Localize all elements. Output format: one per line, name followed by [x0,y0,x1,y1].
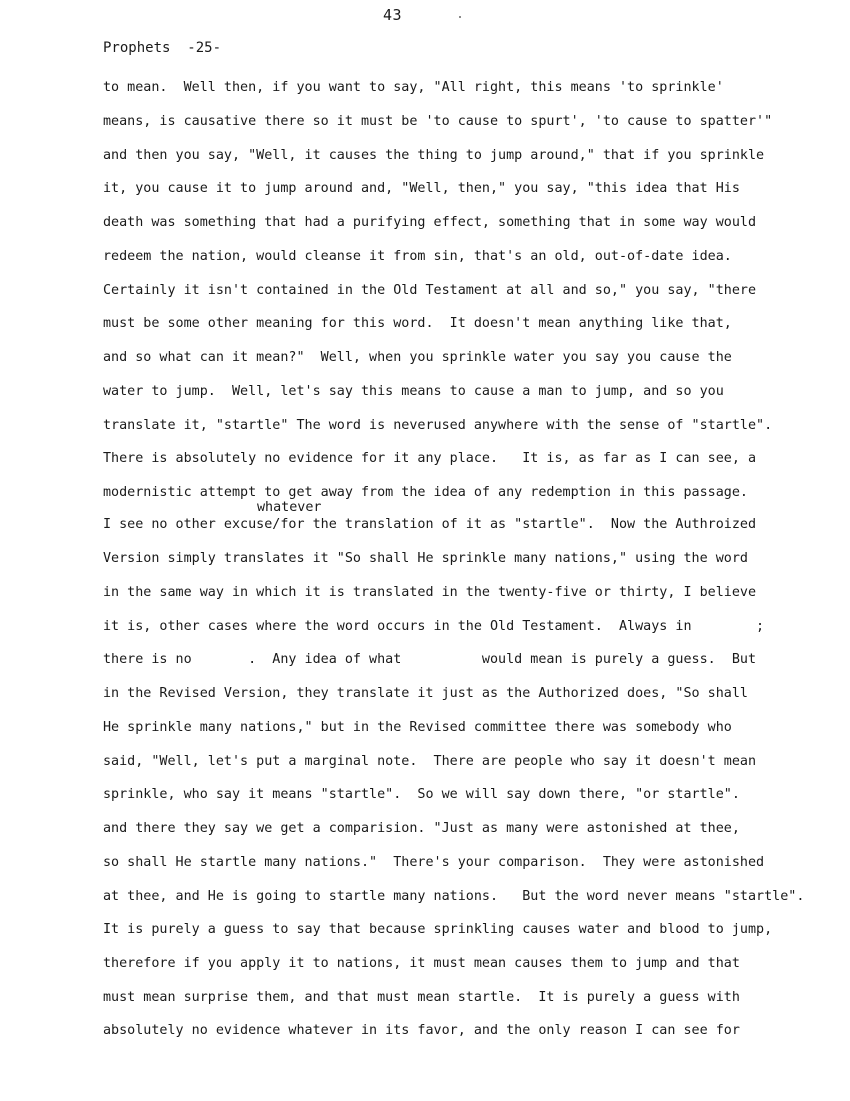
text-line: redeem the nation, would cleanse it from sin, that's an old, out-of-date idea. [103,249,732,264]
text-line: to mean. Well then, if you want to say, "All right, this means 'to sprinkle' [103,80,724,95]
interlinear-insertion: whatever [257,500,322,515]
text-line: death was something that had a purifying effect, something that in some way would [103,215,757,230]
text-line: modernistic attempt to get away from the idea of any redemption in this passage. [103,485,748,500]
text-line: must mean surprise them, and that must mean startle. It is purely a guess with [103,990,740,1005]
page-number: 43 [383,6,403,24]
text-line: at thee, and He is going to startle many nations. But the word never means "startle". [103,889,805,904]
text-line: and there they say we get a comparision. "Just as many were astonished at thee, [103,821,740,836]
text-line: He sprinkle many nations," but in the Revised committee there was somebody who [103,720,732,735]
text-line: I see no other excuse/for the translation of it as "startle". Now the Authroized [103,517,757,532]
text-line: said, "Well, let's put a marginal note. There are people who say it doesn't mean [103,754,757,769]
text-line: water to jump. Well, let's say this means to cause a man to jump, and so you [103,384,724,399]
text-line: Version simply translates it "So shall He sprinkle many nations," using the word [103,551,748,566]
text-line: sprinkle, who say it means "startle". So we will say down there, "or startle". [103,787,740,802]
text-line: it, you cause it to jump around and, "Well, then," you say, "this idea that His [103,181,740,196]
text-line: means, is causative there so it must be 'to cause to spurt', 'to cause to spatter'" [103,114,773,129]
text-line: There is absolutely no evidence for it any place. It is, as far as I can see, a [103,451,757,466]
text-line: in the same way in which it is translated in the twenty-five or thirty, I believe [103,585,757,600]
text-line: absolutely no evidence whatever in its favor, and the only reason I can see for [103,1023,740,1038]
text-line: there is no . Any idea of what would mean is purely a guess. But [103,652,757,667]
text-line: in the Revised Version, they translate it just as the Authorized does, "So shall [103,686,748,701]
text-line: and so what can it mean?" Well, when you sprinkle water you say you cause the [103,350,732,365]
text-line: It is purely a guess to say that because sprinkling causes water and blood to jump, [103,922,773,937]
text-line: it is, other cases where the word occurs in the Old Testament. Always in ; [103,619,765,634]
text-line: so shall He startle many nations." There's your comparison. They were astonished [103,855,765,870]
text-line: Certainly it isn't contained in the Old Testament at all and so," you say, "there [103,283,757,298]
text-line: and then you say, "Well, it causes the thing to jump around," that if you sprinkle [103,148,765,163]
running-head: Prophets -25- [103,40,222,56]
text-line: translate it, "startle" The word is neverused anywhere with the sense of "startle". [103,418,773,433]
paper-speck [459,16,461,18]
text-line: therefore if you apply it to nations, it must mean causes them to jump and that [103,956,740,971]
text-line: must be some other meaning for this word. It doesn't mean anything like that, [103,316,732,331]
